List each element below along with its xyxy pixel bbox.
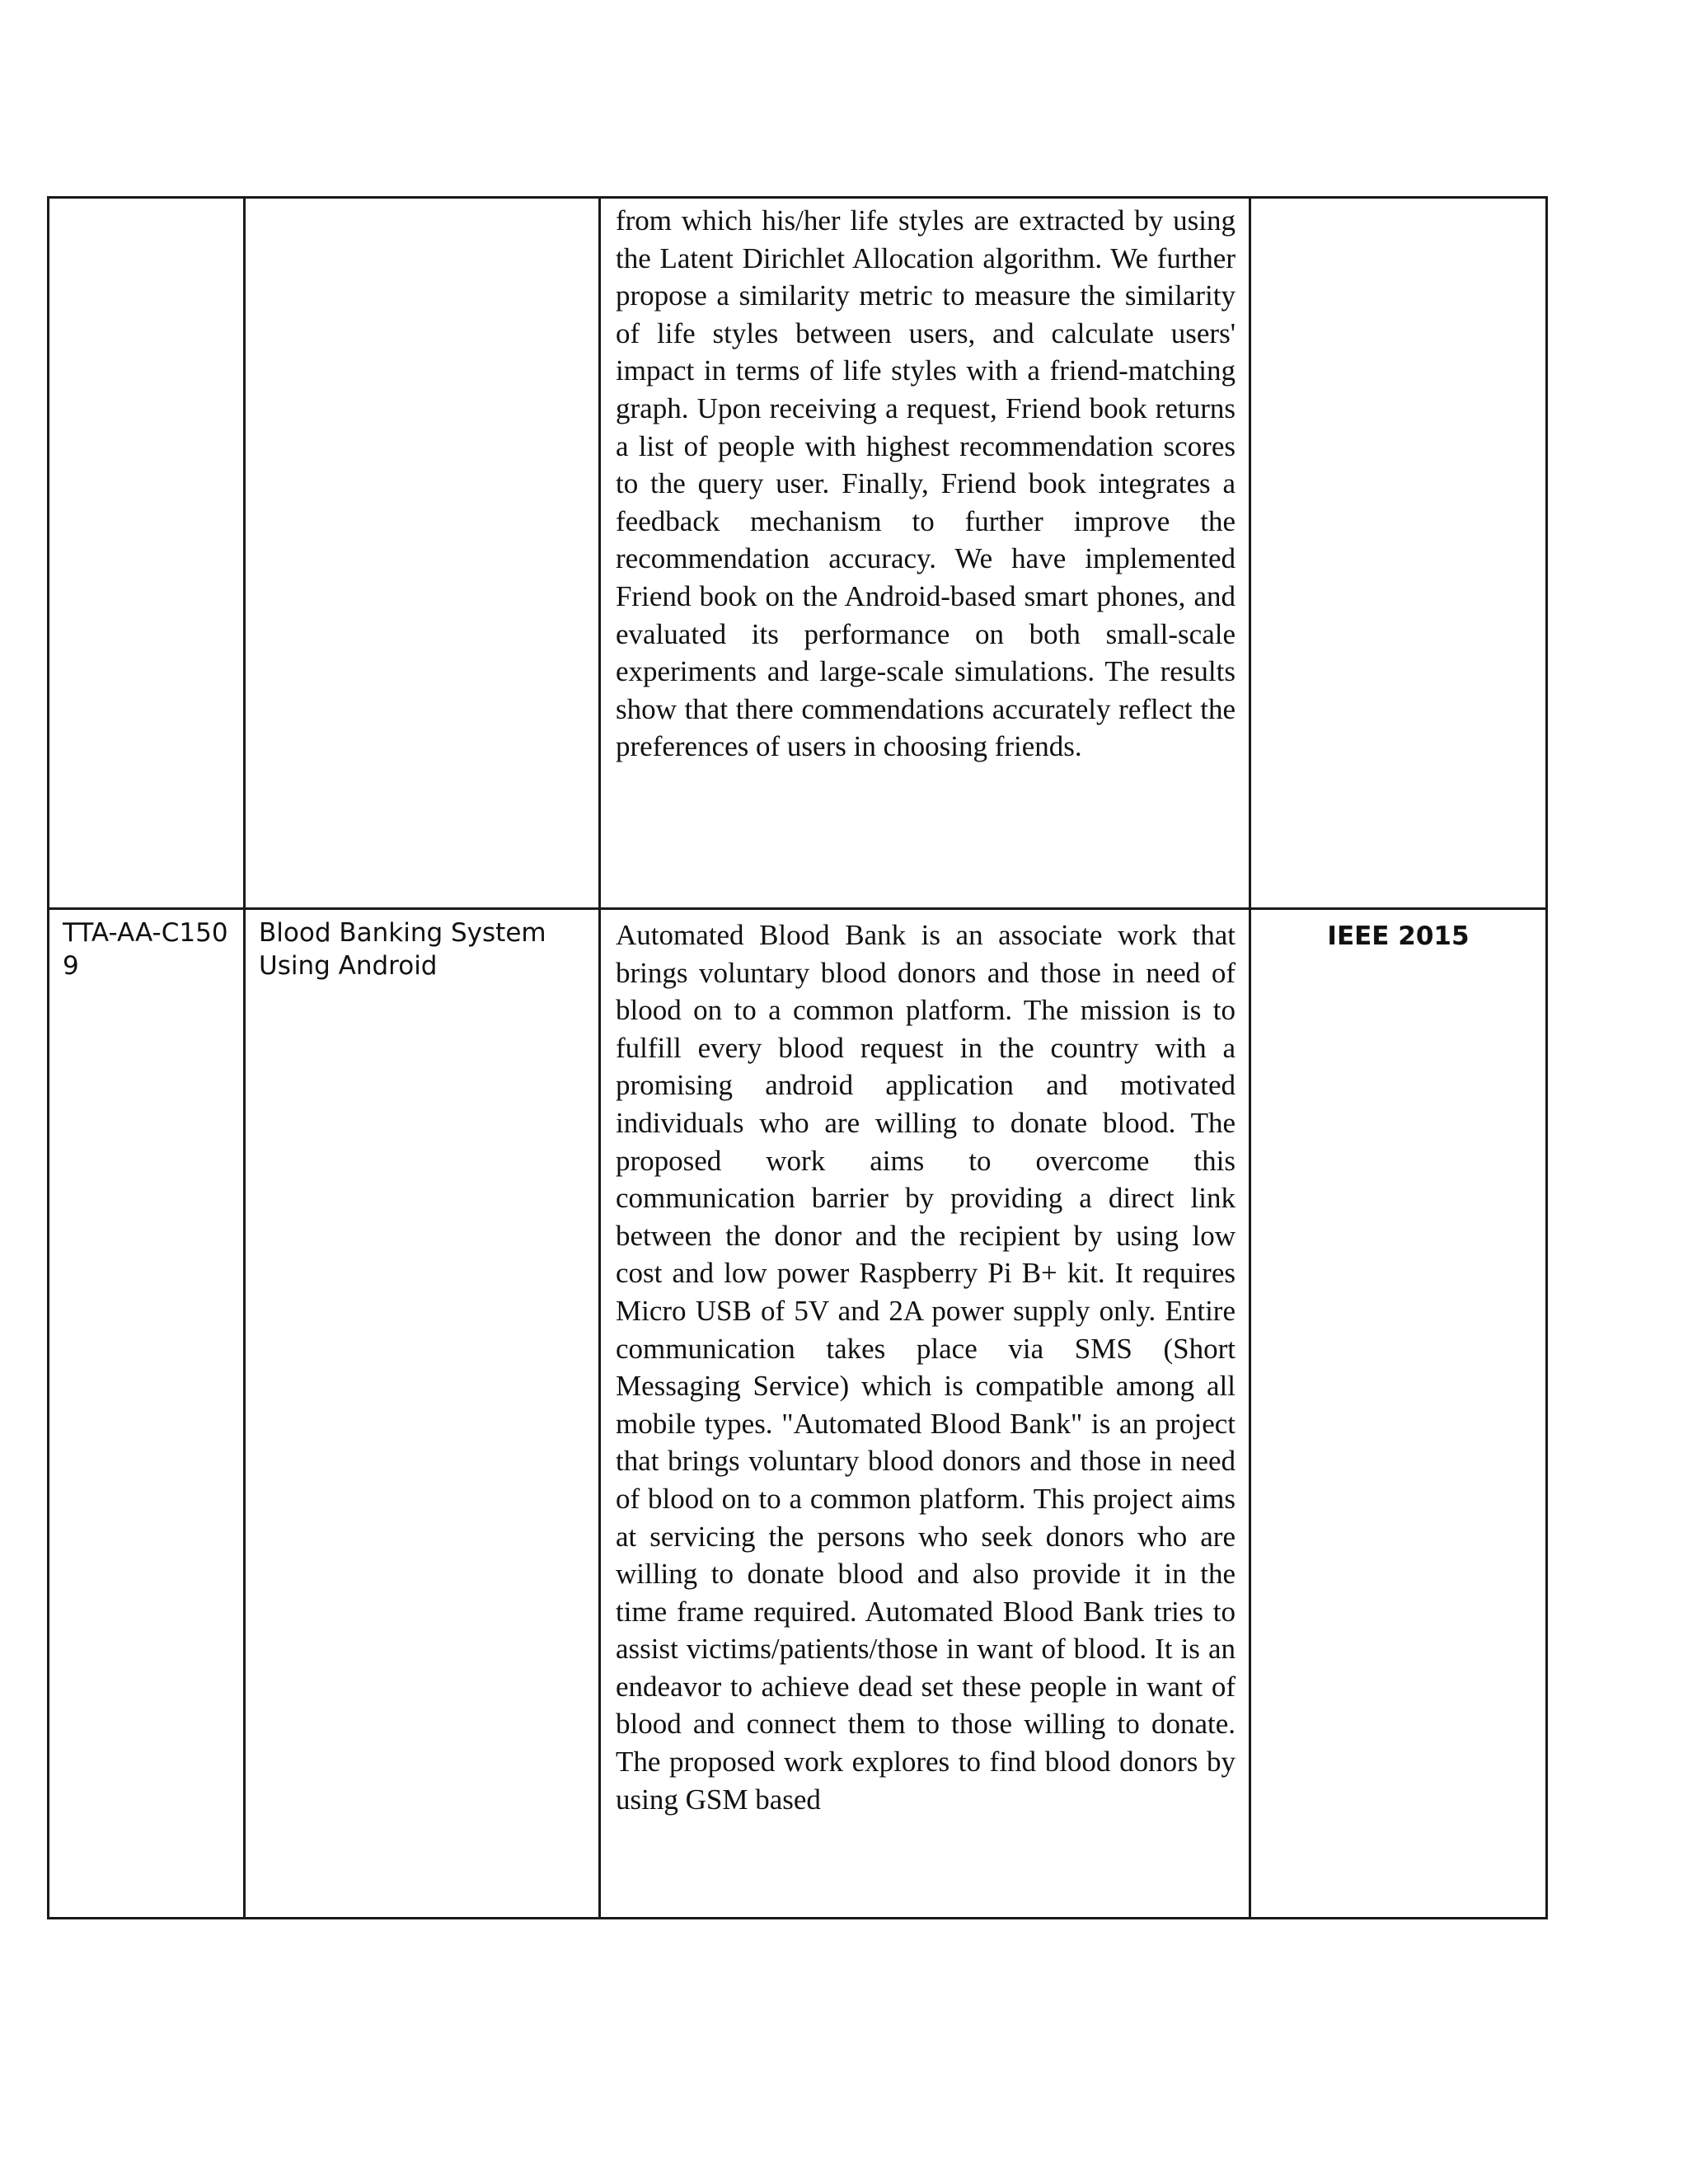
project-abstract: from which his/her life styles are extracted by using the Latent Dirichlet Allocation algorithm. We further propose a similarity metric to measure the similarity of life styles between users, and calculate users' impact in terms of life styles with a friend-matching graph. Upon receiving a request, Friend book returns a list of people with highest recommendation scores to the query user. Finally, Friend book integrates a feedback mechanism to further improve the recommendation accuracy. We have implemented Friend book on the Android-based smart phones, and evaluated its performance on both small-scale experiments and large-scale simulations. The results show that there commendations accurately reflect the preferences of users in choosing friends. (616, 204, 1236, 763)
project-abstract: Automated Blood Bank is an associate work that brings voluntary blood donors and those in need of blood on to a common platform. The mission is to fulfill every blood request in the country with a promising android application and motivated individuals who are willing to donate blood. The proposed work aims to overcome this communication barrier by providing a direct link between the donor and the recipient by using low cost and low power Raspberry Pi B+ kit. It requires Micro USB of 5V and 2A power supply only. Entire communication takes place via SMS (Short Messaging Service) which is compatible among all mobile types. "Automated Blood Bank" is an project that brings voluntary blood donors and those in need of blood on to a common platform. This project aims at servicing the persons who seek donors who are willing to donate blood and also provide it in the time frame required. Automated Blood Bank tries to assist victims/patients/those in want of blood. It is an endeavor to achieve dead set these people in want of blood and connect them to those willing to donate. The proposed work explores to find blood donors by using GSM based (616, 919, 1236, 1816)
project-title-cell (245, 198, 600, 909)
project-year: IEEE 2015 (1327, 921, 1470, 951)
project-title-cell (245, 909, 600, 1919)
project-year-cell (1250, 909, 1547, 1919)
project-code (49, 199, 243, 205)
table-row (49, 198, 1547, 909)
project-code: TTA-AA-C1509 (63, 918, 228, 981)
project-year (1251, 199, 1545, 210)
table-row (49, 909, 1547, 1919)
project-title: Blood Banking System Using Android (259, 918, 546, 981)
project-abstract-cell (600, 198, 1250, 909)
project-year-cell (1250, 198, 1547, 909)
project-code-cell (49, 909, 245, 1919)
project-table (47, 196, 1548, 1919)
project-abstract-cell (600, 909, 1250, 1919)
project-title (246, 199, 598, 205)
project-code-cell (49, 198, 245, 909)
